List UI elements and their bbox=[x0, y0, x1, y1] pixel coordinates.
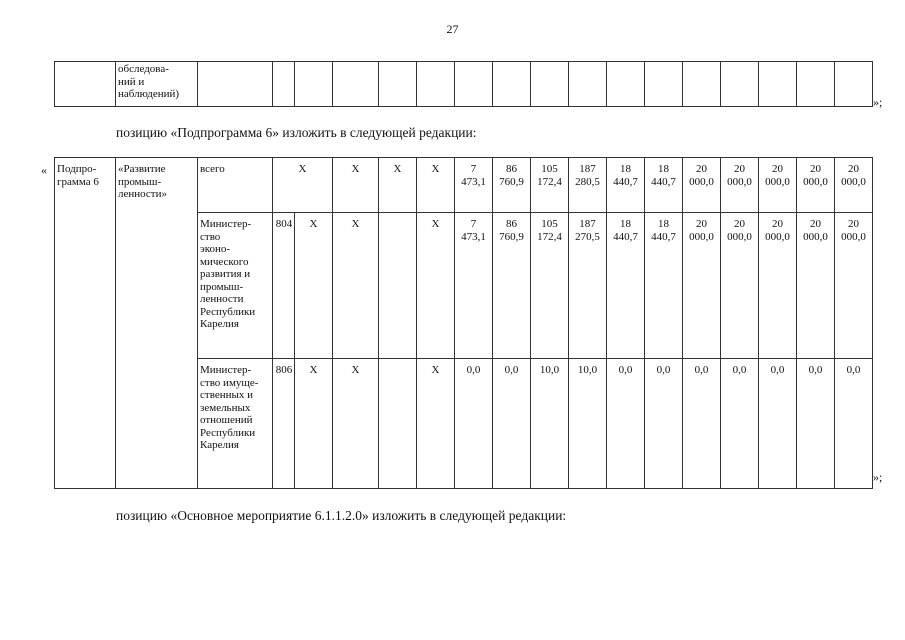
value-cell: 0,0 bbox=[759, 359, 797, 489]
value-cell: 20 000,0 bbox=[835, 213, 873, 359]
value-cell: 10,0 bbox=[569, 359, 607, 489]
value-cell: 7 473,1 bbox=[455, 158, 493, 213]
executor-cell: Министер- ство имуще- ственных и земельных отношений Республики Карелия bbox=[198, 359, 273, 489]
value-cell: 0,0 bbox=[455, 359, 493, 489]
table-cell bbox=[531, 62, 569, 107]
table-cell bbox=[379, 62, 417, 107]
value-cell: 18 440,7 bbox=[645, 213, 683, 359]
value-cell: 0,0 bbox=[493, 359, 531, 489]
table-cell bbox=[759, 62, 797, 107]
x-cell: X bbox=[273, 158, 333, 213]
table-cell bbox=[333, 62, 379, 107]
value-cell: 105 172,4 bbox=[531, 213, 569, 359]
table-cell bbox=[835, 62, 873, 107]
value-cell: 20 000,0 bbox=[797, 158, 835, 213]
instruction-paragraph: позицию «Основное мероприятие 6.1.1.2.0» изложить в следующей редакции: bbox=[116, 508, 567, 523]
page-number: 27 bbox=[446, 22, 459, 36]
x-cell: X bbox=[295, 213, 333, 359]
table-row bbox=[55, 158, 873, 213]
table-cell bbox=[569, 62, 607, 107]
value-cell: 0,0 bbox=[835, 359, 873, 489]
executor-cell: всего bbox=[198, 158, 273, 213]
code-cell: 806 bbox=[273, 359, 295, 489]
x-cell: X bbox=[333, 213, 379, 359]
x-cell: X bbox=[417, 213, 455, 359]
table-cell bbox=[455, 62, 493, 107]
table-cell bbox=[721, 62, 759, 107]
value-cell: 86 760,9 bbox=[493, 158, 531, 213]
table-cell bbox=[645, 62, 683, 107]
closing-quote: »; bbox=[873, 95, 883, 109]
value-cell: 187 270,5 bbox=[569, 213, 607, 359]
continuation-table bbox=[54, 61, 873, 107]
table-cell bbox=[797, 62, 835, 107]
value-cell: 18 440,7 bbox=[645, 158, 683, 213]
table-cell bbox=[295, 62, 333, 107]
code-cell: 804 bbox=[273, 213, 295, 359]
value-cell: 20 000,0 bbox=[683, 213, 721, 359]
table-cell bbox=[417, 62, 455, 107]
opening-quote: « bbox=[41, 163, 47, 177]
empty-cell bbox=[379, 213, 417, 359]
value-cell: 0,0 bbox=[797, 359, 835, 489]
value-cell: 18 440,7 bbox=[607, 213, 645, 359]
value-cell: 105 172,4 bbox=[531, 158, 569, 213]
value-cell: 0,0 bbox=[607, 359, 645, 489]
value-cell: 0,0 bbox=[645, 359, 683, 489]
x-cell: X bbox=[295, 359, 333, 489]
value-cell: 86 760,9 bbox=[493, 213, 531, 359]
table-cell bbox=[55, 62, 116, 107]
value-cell: 20 000,0 bbox=[759, 158, 797, 213]
value-cell: 20 000,0 bbox=[835, 158, 873, 213]
value-cell: 20 000,0 bbox=[721, 213, 759, 359]
x-cell: X bbox=[333, 158, 379, 213]
instruction-paragraph: позицию «Подпрограмма 6» изложить в следующей редакции: bbox=[116, 125, 477, 140]
closing-quote: »; bbox=[873, 470, 883, 484]
value-cell: 0,0 bbox=[683, 359, 721, 489]
status-cell: Подпро- грамма 6 bbox=[55, 158, 116, 489]
name-cell: «Развитие промыш- ленности» bbox=[116, 158, 198, 489]
value-cell: 0,0 bbox=[721, 359, 759, 489]
value-cell: 18 440,7 bbox=[607, 158, 645, 213]
executor-cell: Министер- ство эконо- мического развития и промыш- ленности Республики Карелия bbox=[198, 213, 273, 359]
subprogram-table bbox=[54, 157, 873, 489]
table-cell bbox=[273, 62, 295, 107]
x-cell: X bbox=[379, 158, 417, 213]
table-cell bbox=[607, 62, 645, 107]
value-cell: 20 000,0 bbox=[759, 213, 797, 359]
x-cell: X bbox=[417, 359, 455, 489]
x-cell: X bbox=[417, 158, 455, 213]
value-cell: 20 000,0 bbox=[797, 213, 835, 359]
x-cell: X bbox=[333, 359, 379, 489]
value-cell: 187 280,5 bbox=[569, 158, 607, 213]
empty-cell bbox=[379, 359, 417, 489]
value-cell: 20 000,0 bbox=[721, 158, 759, 213]
value-cell: 20 000,0 bbox=[683, 158, 721, 213]
table-cell bbox=[198, 62, 273, 107]
table-cell bbox=[683, 62, 721, 107]
value-cell: 7 473,1 bbox=[455, 213, 493, 359]
table-cell bbox=[493, 62, 531, 107]
value-cell: 10,0 bbox=[531, 359, 569, 489]
description-cell: обследова- ний и наблюдений) bbox=[116, 62, 198, 107]
